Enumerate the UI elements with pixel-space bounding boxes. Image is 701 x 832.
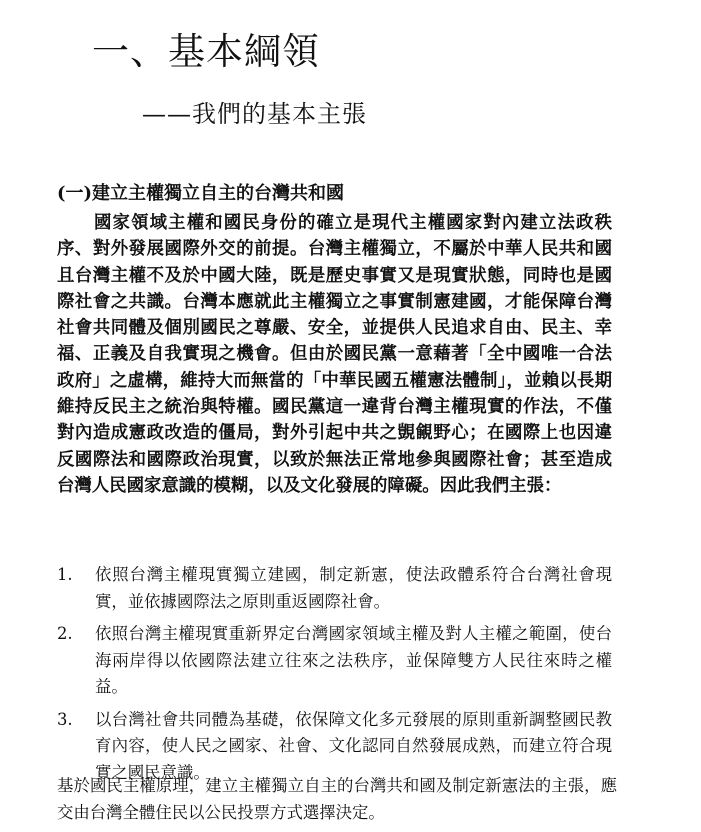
list-item-text: 依照台灣主權現實重新界定台灣國家領域主權及對人主權之範圍，使台海兩岸得以依國際法建立往來之法秩序，並保障雙方人民往來時之權益。	[95, 624, 612, 696]
list-item	[57, 562, 612, 615]
conclusion-paragraph: 基於國民主權原理，建立主權獨立自主的台灣共和國及制定新憲法的主張，應交由台灣全體住民以公民投票方式選擇決定。	[57, 776, 617, 822]
page-subtitle: ——我們的基本主張	[142, 100, 367, 128]
page-title: 一、基本綱領	[92, 30, 320, 73]
list-item-text: 以台灣社會共同體為基礎，依保障文化多元發展的原則重新調整國民教育內容，使人民之國家、社會、文化認同自然發展成熟，而建立符合現實之國民意識。	[95, 709, 612, 782]
list-item-number: 1.	[57, 565, 73, 584]
list-item-number: 3.	[57, 709, 73, 729]
section-heading: (一)建立主權獨立自主的台灣共和國	[57, 183, 345, 204]
list-item-text: 依照台灣主權現實獨立建國，制定新憲，使法政體系符合台灣社會現實，並依據國際法之原則重返國際社會。	[95, 565, 612, 611]
list-item	[57, 621, 612, 701]
section-paragraph: 國家領域主權和國民身份的確立是現代主權國家對內建立法政秩序、對外發展國際外交的前提。台灣主權獨立，不屬於中華人民共和國且台灣主權不及於中國大陸，既是歷史事實又是現實狀態，同時也是國際社會之共識。台灣本應就此主權獨立之事實制憲建國，才能保障台灣社會共同體及個別國民之尊嚴、安全，並提供人民追求自由、民主、幸福、正義及自我實現之機會。但由於國民黨一意藉著「全中國唯一合法政府」之虛構，維持大而無當的「中華民國五權憲法體制」，並賴以長期維持反民主之統治與特權。國民黨這一違背台灣主權現實的作法，不僅對內造成憲政改造的僵局，對外引起中共之覬覦野心；在國際上也因違反國際法和國際政治現實，以致於無法正常地參與國際社會；甚至造成台灣人民國家意識的模糊，以及文化發展的障礙。因此我們主張：	[57, 213, 612, 496]
points-list	[57, 562, 612, 792]
list-item-number: 2.	[57, 624, 73, 643]
